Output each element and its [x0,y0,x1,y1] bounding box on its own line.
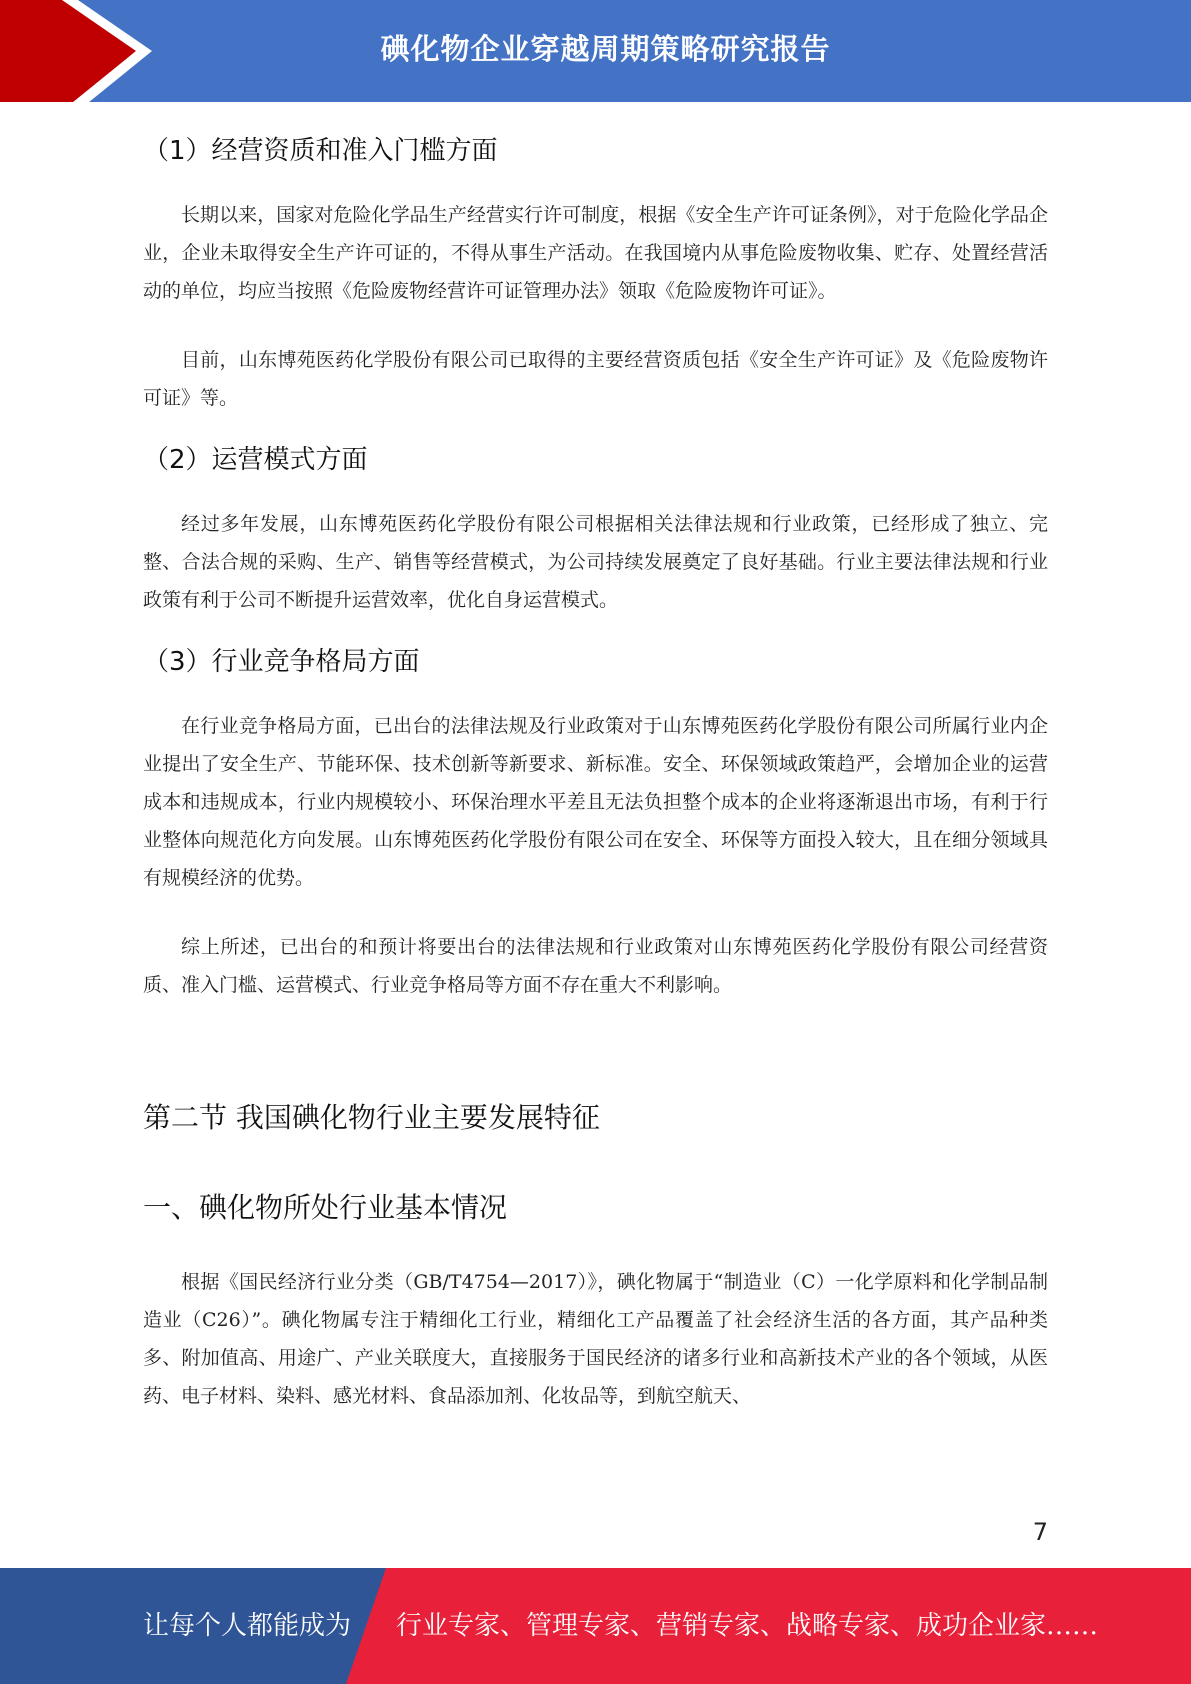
page-number: 7 [1032,1518,1048,1546]
subsection-heading: 一、碘化物所处行业基本情况 [143,1191,508,1224]
paragraph: 综上所述，已出台的和预计将要出台的法律法规和行业政策对山东博苑医药化学股份有限公司经营资质、准入门槛、运营模式、行业竞争格局等方面不存在重大不利影响。 [143,936,1048,996]
page-footer [0,1568,1191,1684]
subsection-heading: （3）行业竞争格局方面 [143,647,420,677]
paragraph: 长期以来，国家对危险化学品生产经营实行许可制度，根据《安全生产许可证条例》，对于危险化学品企业，企业未取得安全生产许可证的，不得从事生产活动。在我国境内从事危险废物收集、贮存、处置经营活动的单位，均应当按照《危险废物经营许可证管理办法》领取《危险废物许可证》。 [143,204,1048,302]
report-title: 碘化物企业穿越周期策略研究报告 [380,32,831,66]
paragraph: 目前，山东博苑医药化学股份有限公司已取得的主要经营资质包括《安全生产许可证》及《危险废物许可证》等。 [143,349,1048,409]
paragraph: 经过多年发展，山东博苑医药化学股份有限公司根据相关法律法规和行业政策，已经形成了独立、完整、合法合规的采购、生产、销售等经营模式，为公司持续发展奠定了良好基础。行业主要法律法规和行业政策有利于公司不断提升运营效率，优化自身运营模式。 [143,513,1048,611]
document-body [143,130,1048,1415]
paragraph: 在行业竞争格局方面，已出台的法律法规及行业政策对于山东博苑医药化学股份有限公司所属行业内企业提出了安全生产、节能环保、技术创新等新要求、新标准。安全、环保领域政策趋严，会增加企业的运营成本和违规成本，行业内规模较小、环保治理水平差且无法负担整个成本的企业将逐渐退出市场，有利于行业整体向规范化方向发展。山东博苑医药化学股份有限公司在安全、环保等方面投入较大，且在细分领域具有规模经济的优势。 [143,715,1048,889]
subsection-heading: （1）经营资质和准入门槛方面 [143,136,498,166]
paragraph: 根据《国民经济行业分类（GB/T4754—2017）》，碘化物属于“制造业（C）一化学原料和化学制品制造业（C26）”。碘化物属专注于精细化工行业，精细化工产品覆盖了社会经济生活的各方面，其产品种类多、附加值高、用途广、产业关联度大，直接服务于国民经济的诸多行业和高新技术产业的各个领域，从医药、电子材料、染料、感光材料、食品添加剂、化妆品等，到航空航天、 [143,1271,1048,1407]
section-heading: 第二节 我国碘化物行业主要发展特征 [143,1101,600,1134]
page-header [0,0,1191,111]
footer-slogan-left: 让每个人都能成为 [143,1611,352,1641]
footer-slogan-right: 行业专家、管理专家、营销专家、战略专家、成功企业家…… [396,1611,1099,1641]
subsection-heading: （2）运营模式方面 [143,445,368,475]
